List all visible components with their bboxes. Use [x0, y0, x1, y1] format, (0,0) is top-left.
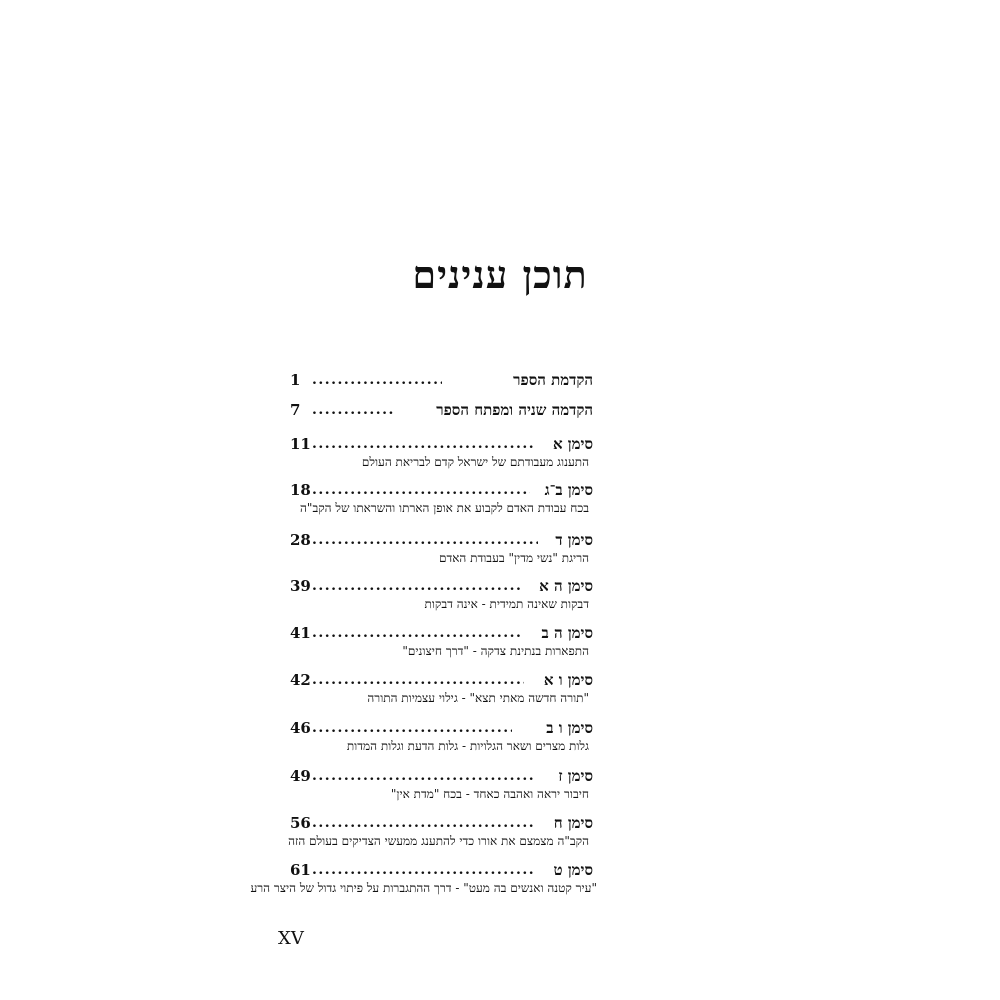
toc-entry — [290, 432, 593, 469]
toc-entry-title: סימן ד — [555, 531, 593, 549]
toc-entry-title: סימן א — [552, 435, 593, 453]
toc-entry-subtitle: דבקות שאינה תמידית - אינה דבקות — [424, 597, 589, 611]
toc-entry-subtitle: גלות מצרים ושאר הגלויות - גלות הדעת וגלות המדות — [346, 739, 589, 753]
dot-leader — [312, 668, 524, 692]
toc-entry — [288, 811, 593, 848]
dot-leader — [312, 478, 530, 502]
toc-entry-subtitle: חיבור יראה ואהבה כאחד - בכח "מדת אין" — [390, 787, 589, 801]
dot-leader — [312, 764, 536, 788]
toc-entry-title: סימן ב־ג — [544, 481, 593, 499]
toc-entry — [290, 668, 593, 705]
toc-entry — [290, 528, 593, 565]
toc-entry — [290, 764, 593, 801]
toc-entry-title: סימן ח — [553, 814, 593, 832]
page-title: תוכן ענינים — [412, 252, 588, 297]
toc-entry-subtitle: בכח עבודת האדם לקבוע את אופן הארתו והשראתו של הקב"ה — [300, 501, 589, 515]
toc-page-number: 11 — [290, 435, 311, 453]
toc-entry — [290, 621, 593, 658]
toc-entry-title: הקדמה שניה ומפתח הספר — [436, 401, 593, 419]
toc-entry — [290, 478, 593, 515]
toc-entry-title: סימן ה א — [539, 577, 593, 595]
dot-leader — [312, 432, 536, 456]
toc-entry — [250, 858, 597, 895]
toc-entry — [290, 368, 593, 392]
dot-leader — [312, 858, 536, 882]
toc-entry — [290, 574, 593, 611]
toc-page-number: 61 — [290, 861, 311, 879]
dot-leader — [312, 811, 536, 835]
toc-entry-title: סימן ו א — [543, 671, 593, 689]
dot-leader — [312, 398, 394, 422]
dot-leader — [312, 716, 512, 740]
toc-entry-subtitle: "תורה חדשה מאתי תצא" - גילוי עצמיות התורה — [367, 691, 589, 705]
toc-page-number: 39 — [290, 577, 311, 595]
dot-leader — [312, 621, 520, 645]
toc-entry-subtitle: הקב"ה מצמצם את אורו כדי להתענג ממעשי הצדיקים בעולם הזה — [288, 834, 589, 848]
toc-entry-title: סימן ז — [558, 767, 593, 785]
folio-page-number: XV — [278, 928, 304, 949]
toc-entry-subtitle: הריגת "נשי מדין" בעבודת האדם — [438, 551, 589, 565]
toc-page-number: 49 — [290, 767, 311, 785]
toc-page-number: 18 — [290, 481, 311, 499]
toc-page-number: 7 — [290, 401, 301, 419]
toc-entry-subtitle: התפארות בנתינת צדקה - "דרך חיצונים" — [402, 644, 589, 658]
dot-leader — [312, 574, 520, 598]
dot-leader — [312, 368, 442, 392]
toc-page-number: 28 — [290, 531, 311, 549]
dot-leader — [312, 528, 538, 552]
toc-entry-title: סימן ה ב — [541, 624, 593, 642]
toc-entry — [290, 398, 593, 422]
toc-entry-title: סימן ט — [553, 861, 593, 879]
toc-page-number: 42 — [290, 671, 311, 689]
toc-page-number: 41 — [290, 624, 311, 642]
toc-entry-title: סימן ו ב — [546, 719, 593, 737]
toc-entry-subtitle: התענוג מעבודתם של ישראל קדם לבריאת העולם — [361, 455, 589, 469]
toc-page-number: 56 — [290, 814, 311, 832]
toc-entry-title: הקדמת הספר — [513, 371, 593, 389]
toc-entry-subtitle: "עיר קטנה ואנשים בה מעט" - דרך ההתגברות על פיתוי גדול של היצר הרע — [250, 881, 597, 895]
toc-page-number: 1 — [290, 371, 301, 389]
toc-page-number: 46 — [290, 719, 311, 737]
toc-entry — [290, 716, 593, 753]
